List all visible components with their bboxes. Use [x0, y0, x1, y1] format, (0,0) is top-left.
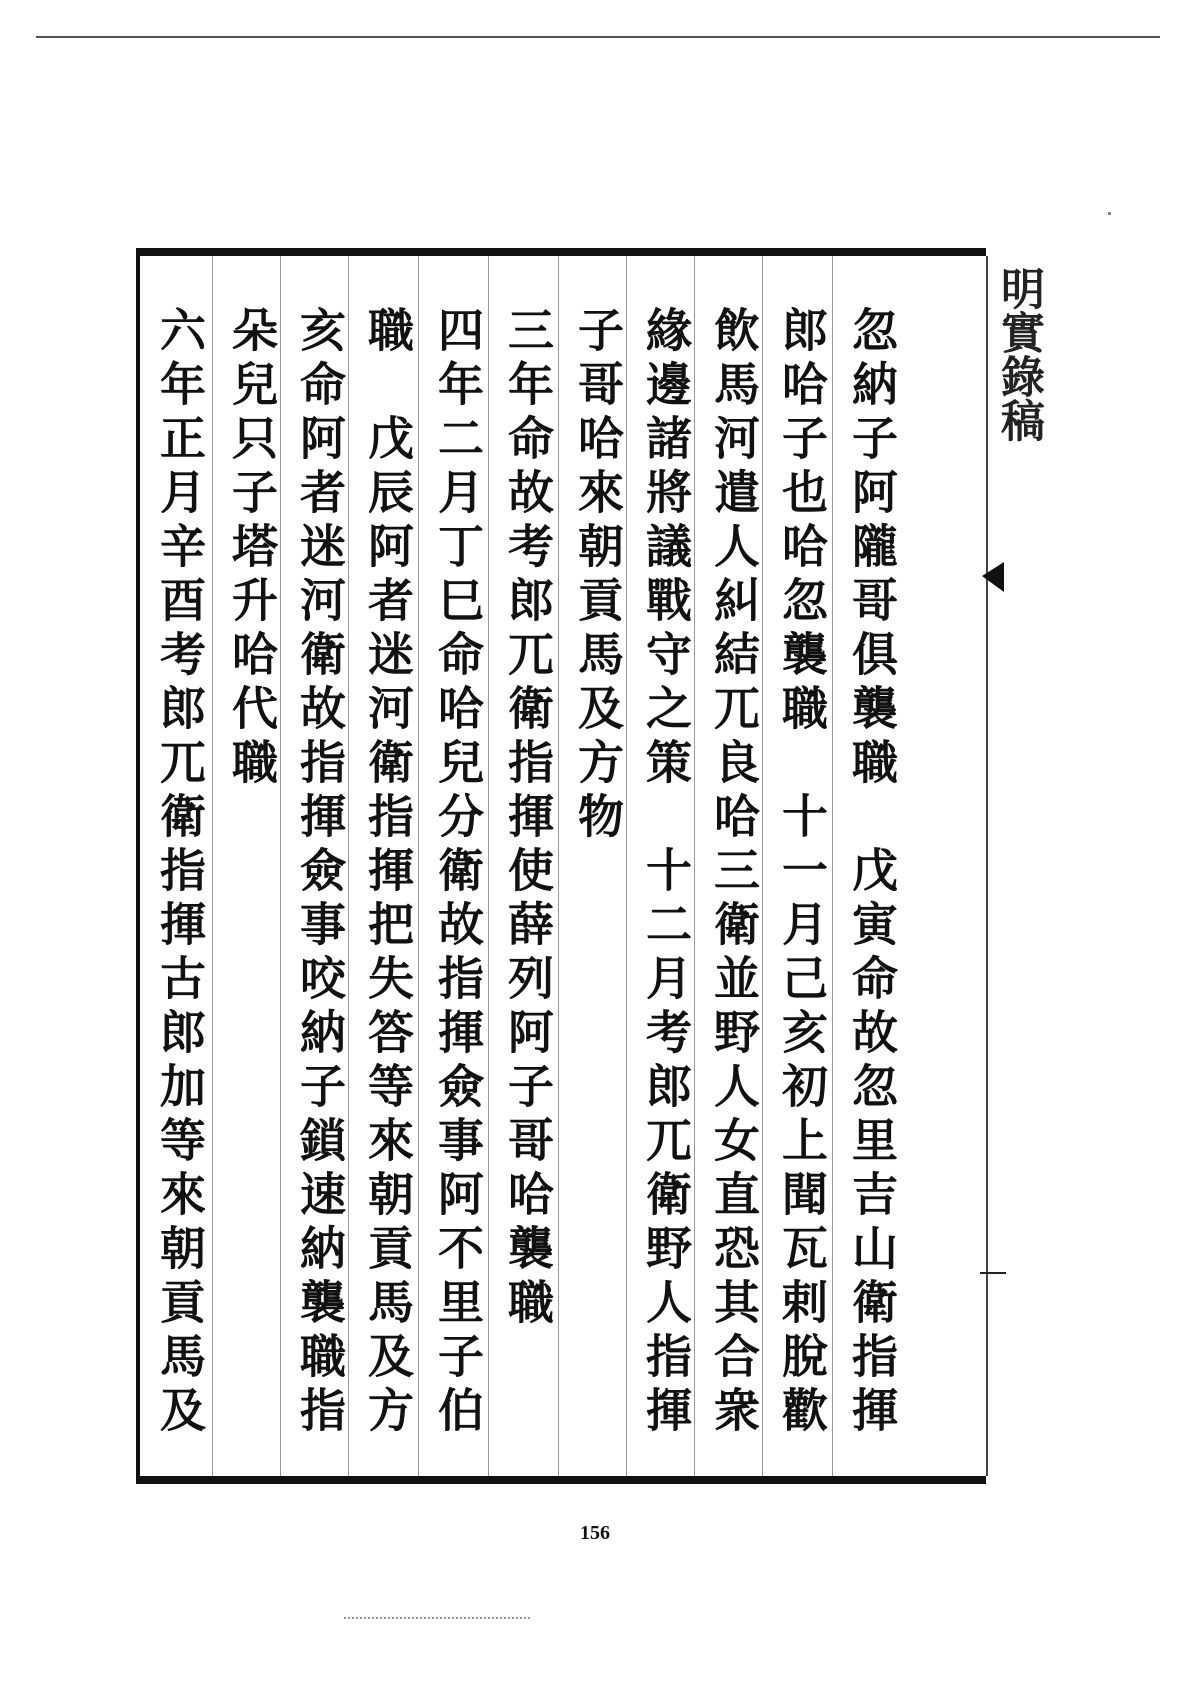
text-column-8: 職 戊辰阿者迷河衛指揮把失答等來朝貢馬及方 [361, 306, 415, 1440]
text-column-2: 郎哈子也哈忽襲職 十一月己亥初上聞瓦剌脫歡 [775, 306, 829, 1440]
margin-column [986, 248, 1044, 1484]
top-rule [36, 36, 1160, 38]
text-column-5: 子哥哈來朝貢馬及方物 [571, 306, 625, 846]
text-column-7: 四年二月丁巳命哈兒分衛故指揮僉事阿不里子伯 [431, 306, 485, 1440]
margin-title: 明實錄稿 [993, 266, 1044, 442]
margin-dash [980, 1272, 1006, 1274]
text-column-4: 緣邊諸將議戰守之策 十二月考郎兀衛野人指揮 [639, 306, 693, 1440]
fishtail-mark [982, 562, 1004, 592]
text-column-6: 三年命故考郎兀衛指揮使薛列阿子哥哈襲職 [501, 306, 555, 1332]
page-number: 156 [580, 1522, 610, 1544]
scan-speck [1108, 212, 1111, 215]
text-column-3: 飲馬河遣人糾結兀良哈三衛並野人女直恐其合衆 [707, 306, 761, 1440]
scan-noise [344, 1617, 530, 1621]
text-column-9: 亥命阿者迷河衛故指揮僉事咬納子鎖速納襲職指 [293, 306, 347, 1440]
text-column-11: 六年正月辛酉考郎兀衛指揮古郎加等來朝貢馬及 [153, 306, 207, 1440]
text-column-1: 忽納子阿隴哥俱襲職 戊寅命故忽里吉山衛指揮 [845, 306, 899, 1440]
text-column-10: 朵兒只子塔升哈代職 [225, 306, 279, 792]
